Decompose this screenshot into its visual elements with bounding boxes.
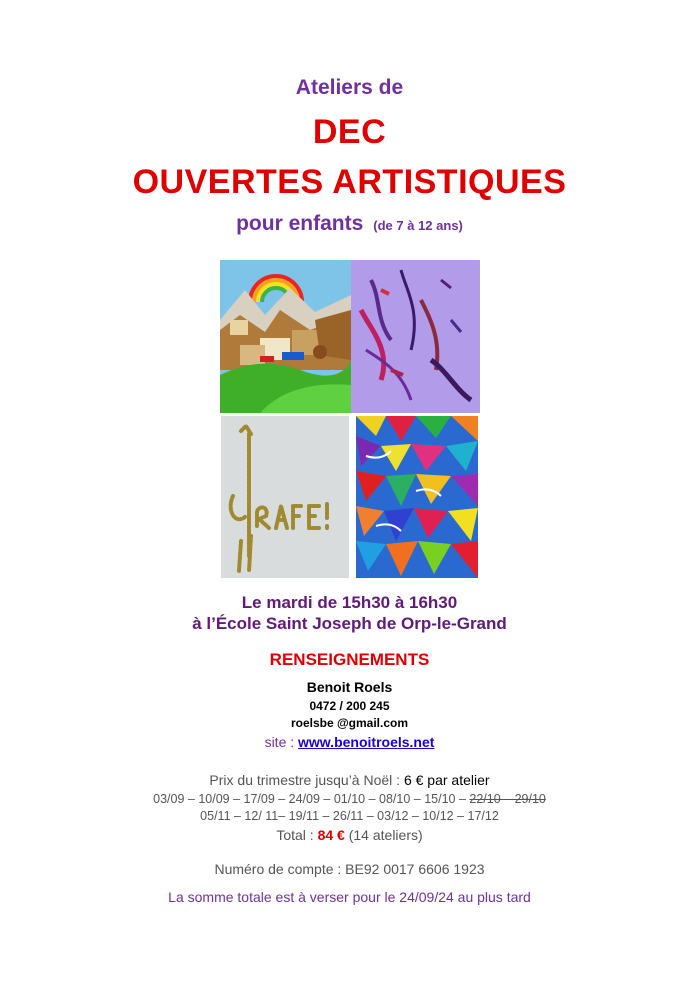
contact-email: roelsbe @gmail.com xyxy=(290,716,409,730)
contact-name: Benoit Roels xyxy=(306,679,393,695)
total-note: (14 ateliers) xyxy=(348,827,423,843)
schedule-day-time: Le mardi de 15h30 à 16h30 xyxy=(241,593,458,612)
contact-site xyxy=(0,734,699,750)
site-link[interactable]: www.benoitroels.net xyxy=(298,734,435,750)
landscape-painting xyxy=(220,260,351,413)
contact-heading: RENSEIGNEMENTS xyxy=(269,650,430,669)
dates-list-1: 03/09 – 10/09 – 17/09 – 24/09 – 01/10 – 08/10 – 15/10 – xyxy=(153,792,470,806)
girafe-seed-art xyxy=(221,416,349,578)
subtitle-age: (de 7 à 12 ans) xyxy=(373,218,463,233)
account-number: Numéro de compte : BE92 0017 6606 1923 xyxy=(214,861,485,877)
abstract-brush-painting xyxy=(351,260,480,413)
colorful-mosaic-painting xyxy=(356,416,478,578)
dates-line-1 xyxy=(0,792,699,806)
total-label: Total : xyxy=(276,827,318,843)
schedule-location: à l’École Saint Joseph de Orp-le-Grand xyxy=(192,614,507,633)
price-value: 6 € par atelier xyxy=(403,772,490,788)
payment-deadline: La somme totale est à verser pour le 24/09/24 au plus tard xyxy=(168,889,531,905)
dates-line-2: 05/11 – 12/ 11– 19/11 – 26/11 – 03/12 – 10/12 – 17/12 xyxy=(200,809,499,823)
title-line-3: OUVERTES ARTISTIQUES xyxy=(132,163,567,201)
subtitle-audience: pour enfants xyxy=(236,212,364,235)
site-label: site : xyxy=(264,734,299,750)
total-line xyxy=(0,827,699,843)
price-line xyxy=(0,772,699,788)
price-label: Prix du trimestre jusqu’à Noël : xyxy=(209,772,404,788)
title-line-1: Ateliers de xyxy=(295,76,404,99)
total-amount: 84 € xyxy=(317,827,345,843)
title-line-2: DEC xyxy=(312,113,387,151)
dates-cancelled: 22/10 – 29/10 xyxy=(469,792,546,806)
contact-phone: 0472 / 200 245 xyxy=(309,699,390,713)
subtitle xyxy=(0,212,699,236)
